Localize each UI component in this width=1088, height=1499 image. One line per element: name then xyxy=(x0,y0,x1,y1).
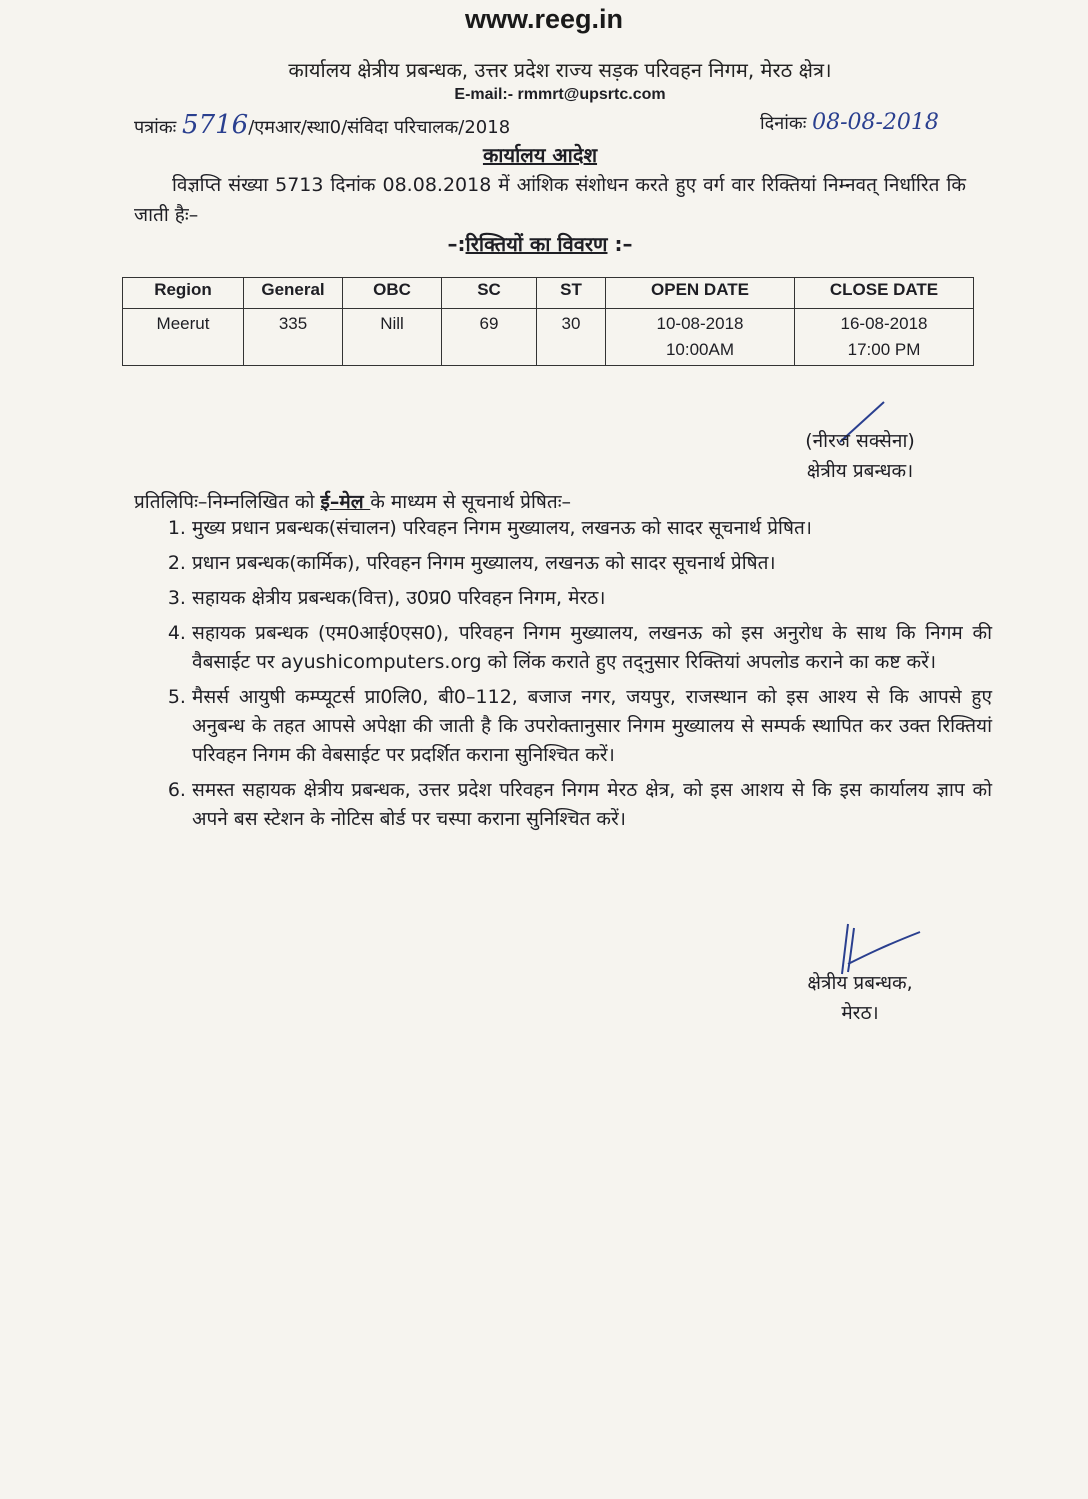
vacancy-table xyxy=(122,277,974,366)
open-date: 10-08-2018 xyxy=(656,314,744,333)
signatory-name: (नीरज सक्सेना) xyxy=(805,430,915,452)
header-open-date: OPEN DATE xyxy=(606,278,795,309)
header-close-date: CLOSE DATE xyxy=(795,278,974,309)
copy-list xyxy=(160,514,992,840)
copy-intro-emph: ई–मेल xyxy=(320,491,371,513)
list-item: 2. प्रधान प्रबन्धक(कार्मिक), परिवहन निगम मुख्यालय, लखनऊ को सादर सूचनार्थ प्रेषित। xyxy=(192,549,992,578)
list-item: 3. सहायक क्षेत्रीय प्रबन्धक(वित्त), उ0प्र0 परिवहन निगम, मेरठ। xyxy=(192,584,992,613)
date-label: दिनांकः xyxy=(760,113,807,134)
signatory-designation: क्षेत्रीय प्रबन्धक। xyxy=(806,460,914,482)
close-date: 16-08-2018 xyxy=(840,314,928,333)
office-heading: कार्यालय क्षेत्रीय प्रबन्धक, उत्तर प्रदेश राज्य सड़क परिवहन निगम, मेरठ क्षेत्र। xyxy=(288,58,832,82)
open-time: 10:00AM xyxy=(665,340,735,359)
final-place: मेरठ। xyxy=(841,1002,879,1024)
order-title: कार्यालय आदेश xyxy=(482,143,598,167)
header-general: General xyxy=(244,278,343,309)
details-title-text: रिक्तियों का विवरण xyxy=(465,232,608,256)
cell-obc: Nill xyxy=(343,309,442,366)
date-value: 08-08-2018 xyxy=(812,110,939,135)
cell-close xyxy=(795,309,974,366)
list-item: 1. मुख्य प्रधान प्रबन्धक(संचालन) परिवहन निगम मुख्यालय, लखनऊ को सादर सूचनार्थ प्रेषित। xyxy=(192,514,992,543)
header-sc: SC xyxy=(442,278,537,309)
cell-general: 335 xyxy=(244,309,343,366)
reference-line xyxy=(134,110,510,140)
final-signatory-block xyxy=(760,968,960,1028)
list-item: 5. मैसर्स आयुषी कम्प्यूटर्स प्रा0लि0, बी0–112, बजाज नगर, जयपुर, राजस्थान को इस आश्य से कि आपसे हुए अनुबन्ध के तहत आपसे अपेक्षा की जाती है कि उपरोक्तानुसार निगम मुख्यालय से सम्पर्क स्थापित कर उक्त रिक्तियां परिवहन निगम की वेबसाईट पर प्रदर्शित कराना सुनिश्चित करें। xyxy=(192,683,992,770)
table-row xyxy=(123,309,974,366)
cell-region: Meerut xyxy=(123,309,244,366)
signatory-block xyxy=(760,426,960,486)
header-st: ST xyxy=(537,278,606,309)
site-url: www.reeg.in xyxy=(464,4,624,34)
copy-intro-before: प्रतिलिपिः–निम्नलिखित को xyxy=(134,491,321,513)
header-obc: OBC xyxy=(343,278,442,309)
cell-open xyxy=(606,309,795,366)
copy-intro-after: के माध्यम से सूचनार्थ प्रेषितः– xyxy=(370,491,572,513)
details-suffix: :– xyxy=(614,232,633,256)
ref-label: पत्रांकः xyxy=(134,117,177,138)
table-header-row xyxy=(123,278,974,309)
final-designation: क्षेत्रीय प्रबन्धक, xyxy=(807,972,913,994)
ref-suffix: /एमआर/स्था0/संविदा परिचालक/2018 xyxy=(248,117,511,138)
office-email: E-mail:- rmmrt@upsrtc.com xyxy=(454,86,666,103)
copy-intro xyxy=(134,488,571,514)
cell-sc: 69 xyxy=(442,309,537,366)
cell-st: 30 xyxy=(537,309,606,366)
body-paragraph: विज्ञप्ति संख्या 5713 दिनांक 08.08.2018 में आंशिक संशोधन करते हुए वर्ग वार रिक्तियां निम्नवत् निर्धारित कि जाती हैः– xyxy=(134,174,966,226)
date-line xyxy=(760,110,939,135)
details-title xyxy=(380,230,700,257)
ref-number: 5716 xyxy=(182,110,249,140)
close-time: 17:00 PM xyxy=(847,340,921,359)
header-region: Region xyxy=(123,278,244,309)
details-prefix: –: xyxy=(447,232,466,256)
list-item: 4. सहायक प्रबन्धक (एम0आई0एस0), परिवहन निगम मुख्यालय, लखनऊ को इस अनुरोध के साथ कि निगम की वैबसाईट पर ayushicomputers.org को लिंक कराते हुए तद्नुसार रिक्तियां अपलोड कराने का कष्ट करें। xyxy=(192,619,992,677)
list-item: 6. समस्त सहायक क्षेत्रीय प्रबन्धक, उत्तर प्रदेश परिवहन निगम मेरठ क्षेत्र, को इस आशय से कि इस कार्यालय ज्ञाप को अपने बस स्टेशन के नोटिस बोर्ड पर चस्पा कराना सुनिश्चित करें। xyxy=(192,776,992,834)
